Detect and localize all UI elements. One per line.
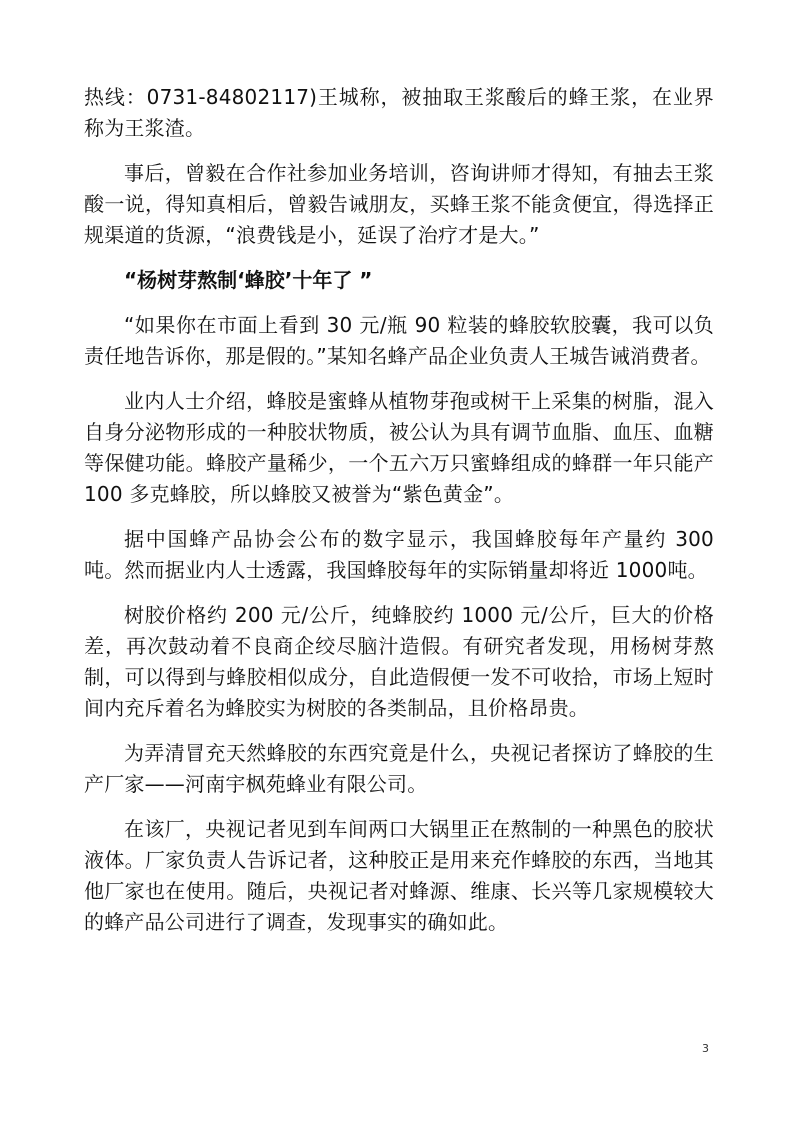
paragraph-price-gap: 树胶价格约 200 元/公斤，纯蜂胶约 1000 元/公斤，巨大的价格差，再次鼓动着不良商企绞尽脑汁造假。有研究者发现，用杨树芽熬制，可以得到与蜂胶相似成分，自此造假便一发不可收拾，市场上短时间内充斥着名为蜂胶实为树胶的各类制品，且价格昂贵。	[84, 603, 714, 720]
paragraph-zengyi-training: 事后，曾毅在合作社参加业务培训，咨询讲师才得知，有抽去王浆酸一说，得知真相后，曾毅告诫朋友，买蜂王浆不能贪便宜，得选择正规渠道的货源，“浪费钱是小，延误了治疗才是大。”	[84, 161, 714, 247]
paragraph-propolis-intro: 业内人士介绍，蜂胶是蜜蜂从植物芽孢或树干上采集的树脂，混入自身分泌物形成的一种胶状物质，被公认为具有调节血脂、血压、血糖等保健功能。蜂胶产量稀少，一个五六万只蜜蜂组成的蜂群一年只能产 100 多克蜂胶，所以蜂胶又被誉为“紫色黄金”。	[84, 389, 714, 506]
section-heading: “杨树芽熬制‘蜂胶’十年了 ”	[124, 268, 373, 292]
paragraph-hotline: 热线：0731-84802117)王城称，被抽取王浆酸后的蜂王浆，在业界称为王浆渣。	[84, 85, 714, 140]
paragraph-capsule-price: “如果你在市面上看到 30 元/瓶 90 粒装的蜂胶软胶囊，我可以负责任地告诉你，那是假的。”某知名蜂产品企业负责人王城告诫消费者。	[84, 313, 714, 368]
paragraph-production-stats: 据中国蜂产品协会公布的数字显示，我国蜂胶每年产量约 300 吨。然而据业内人士透露，我国蜂胶每年的实际销量却将近 1000吨。	[84, 527, 714, 582]
page-number: 3	[702, 1042, 709, 1055]
document-body	[84, 82, 714, 952]
paragraph-cctv-visit: 为弄清冒充天然蜂胶的东西究竟是什么，央视记者探访了蜂胶的生产厂家——河南宇枫苑蜂业有限公司。	[84, 741, 714, 796]
paragraph-factory-findings: 在该厂，央视记者见到车间两口大锅里正在熬制的一种黑色的胶状液体。厂家负责人告诉记者，这种胶正是用来充作蜂胶的东西，当地其他厂家也在使用。随后，央视记者对蜂源、维康、长兴等几家规模较大的蜂产品公司进行了调查，发现事实的确如此。	[84, 817, 714, 934]
